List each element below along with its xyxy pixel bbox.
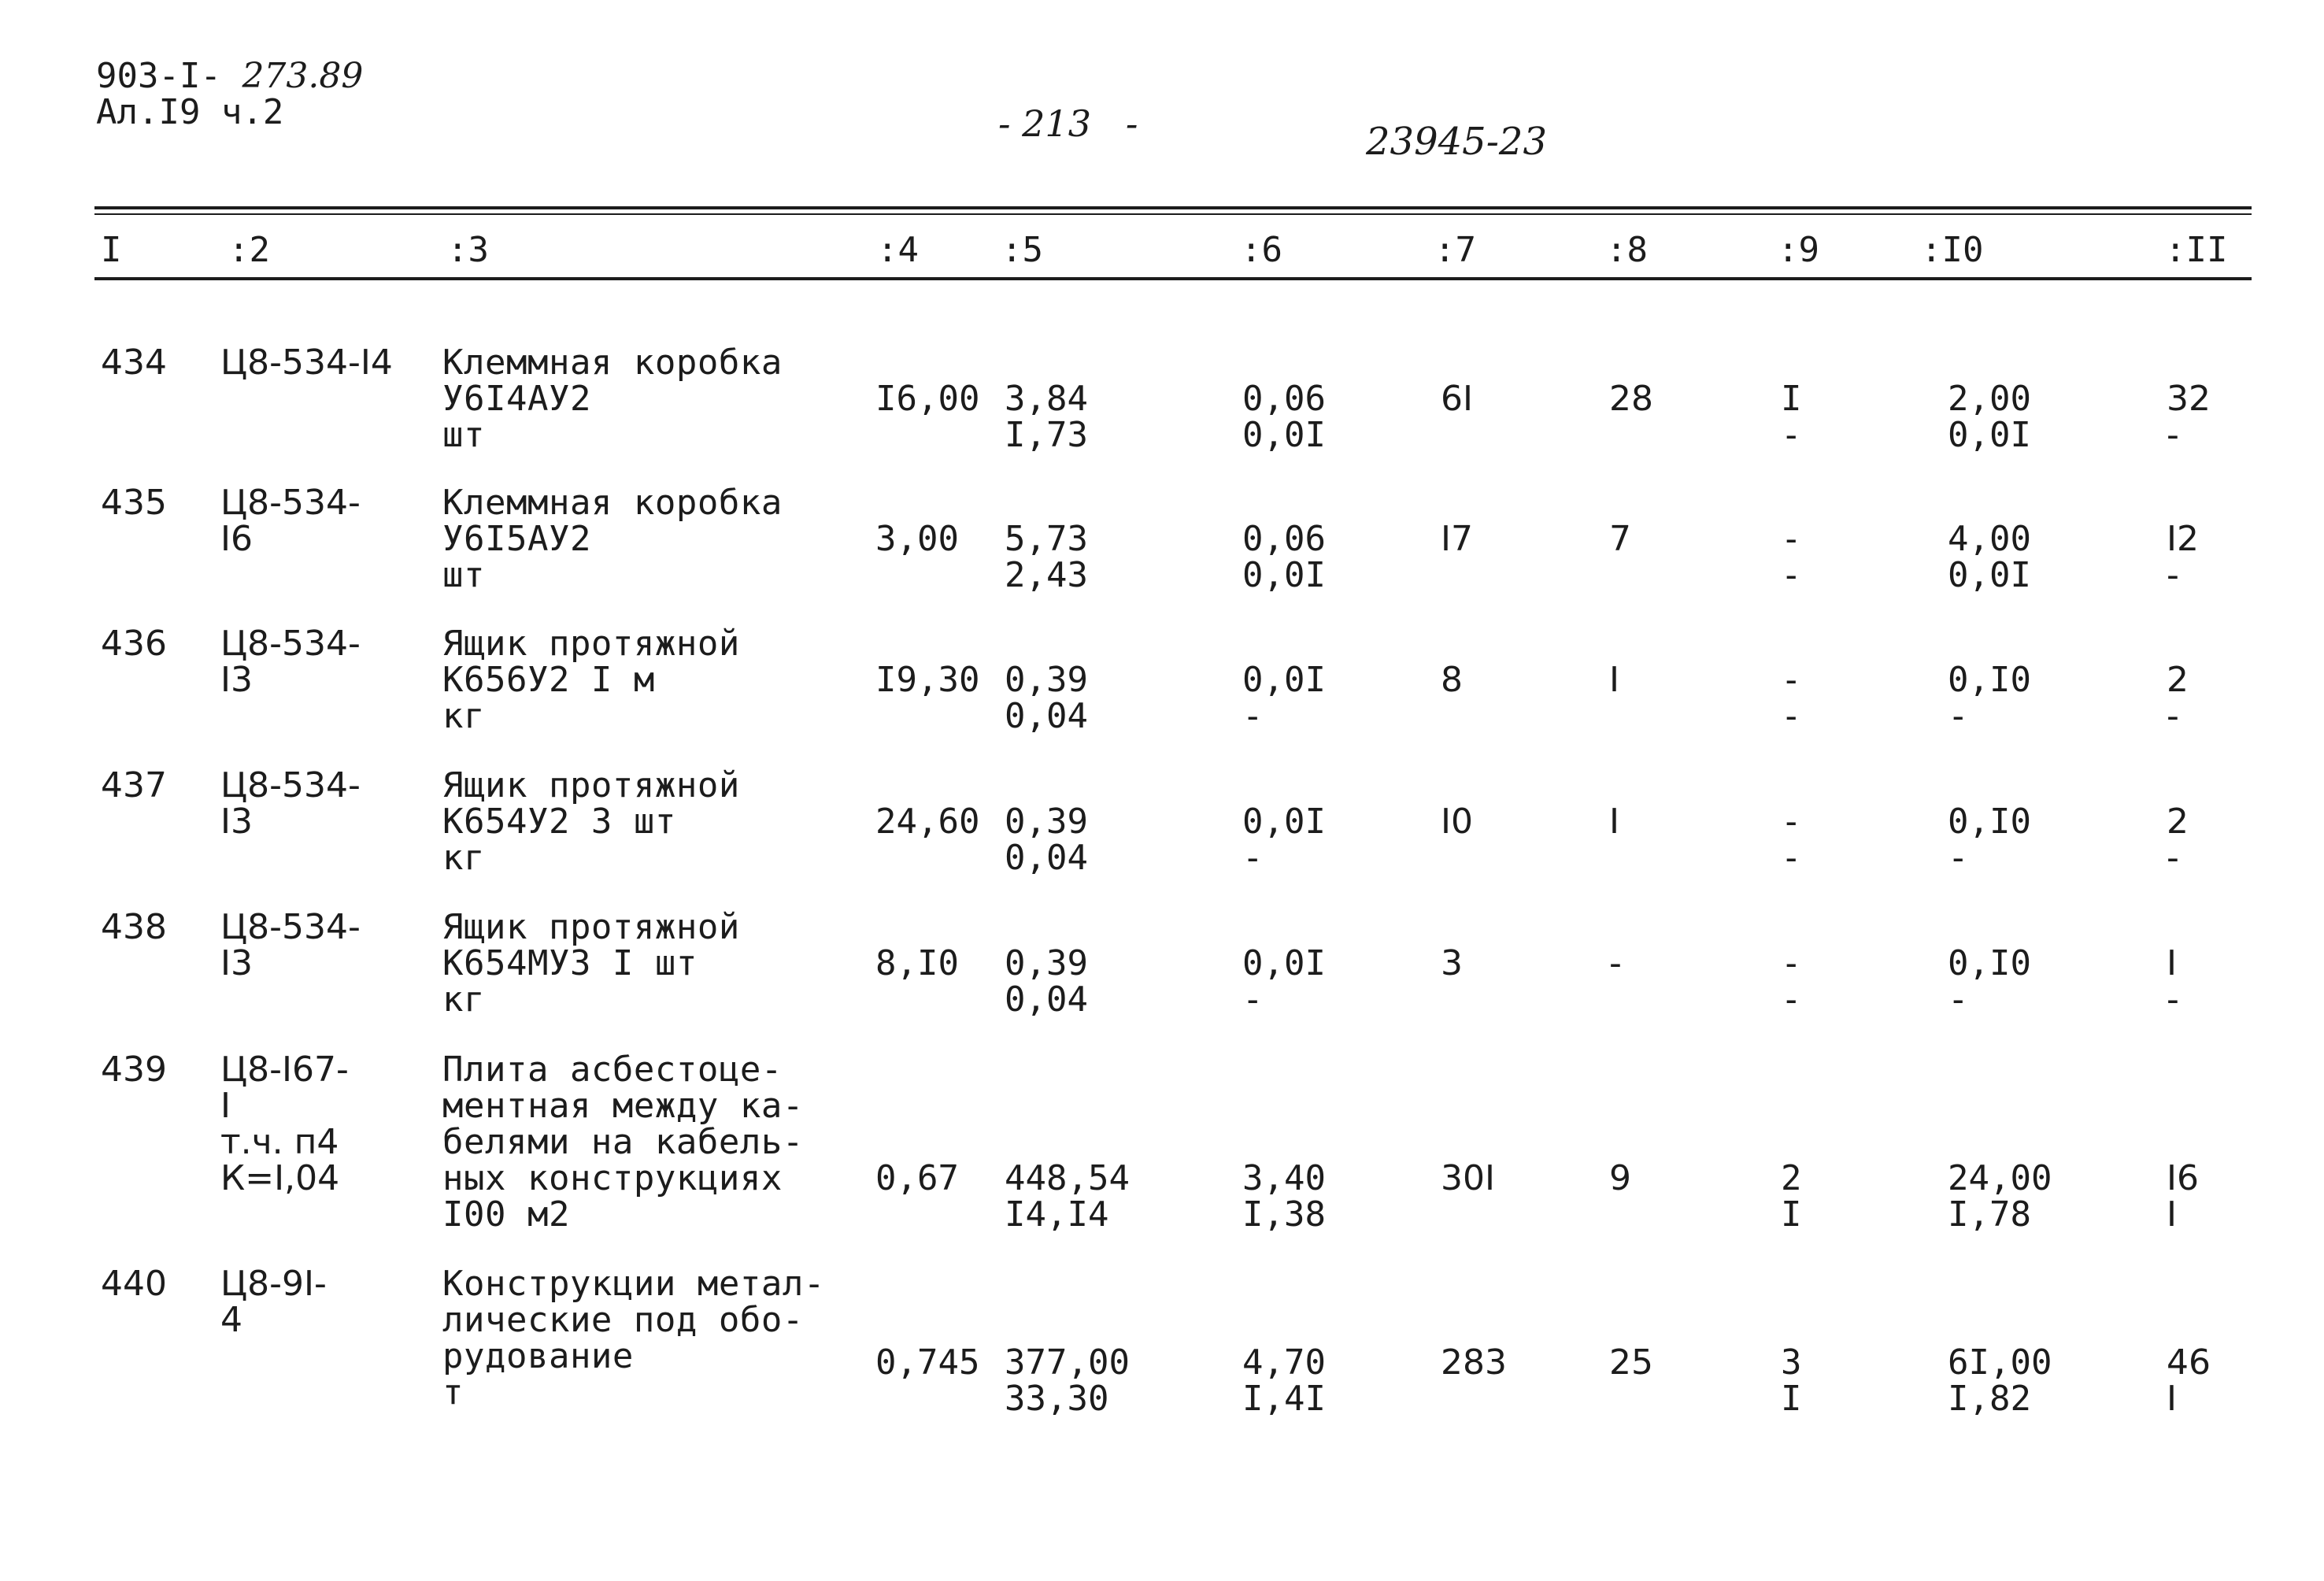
column-7-value: 283	[1441, 1342, 1507, 1383]
column-6-value: 0,0I -	[1242, 660, 1326, 736]
doc-code-handwritten: 273.89	[242, 56, 364, 96]
column-header-1: I	[101, 230, 122, 270]
item-name: Ящик протяжной К654МУ3 I шт кг	[442, 907, 740, 1020]
item-name: Ящик протяжной К656У2 I м кг	[442, 624, 740, 736]
top-rule-thin	[94, 213, 2252, 215]
column-8-value: 28	[1609, 379, 1653, 419]
column-header-8: :8	[1606, 230, 1648, 270]
column-8-value: -	[1609, 943, 1622, 983]
column-10-value: 0,I0 -	[1948, 660, 2031, 736]
column-header-2: :2	[228, 230, 270, 270]
column-6-value: 0,06 0,0I	[1242, 379, 1326, 455]
column-header-4: :4	[877, 230, 919, 270]
column-11-value: I2 -	[2167, 519, 2199, 595]
column-header-6: :6	[1241, 230, 1282, 270]
page-number: - 213 -	[998, 102, 1138, 145]
quantity: 24,60	[875, 802, 980, 842]
column-7-value: 30I	[1441, 1158, 1495, 1198]
column-10-value: 6I,00 I,82	[1948, 1342, 2052, 1419]
column-9-value: - -	[1781, 802, 1802, 878]
column-11-value: 46 I	[2167, 1342, 2211, 1419]
column-header-10: :I0	[1921, 230, 1984, 270]
item-name: Плита асбестоце- ментная между ка- белями на кабель- ных конструкциях I00 м2	[442, 1050, 804, 1235]
rate-code: Ц8-534- I6	[220, 483, 361, 559]
column-7-value: 6I	[1441, 379, 1473, 419]
column-6-value: 3,40 I,38	[1242, 1158, 1326, 1235]
column-11-value: I -	[2167, 943, 2179, 1020]
column-header-9: :9	[1778, 230, 1819, 270]
quantity: 3,00	[875, 519, 959, 559]
column-header-7: :7	[1434, 230, 1476, 270]
column-header-3: :3	[447, 230, 489, 270]
unit-cost: 3,84 I,73	[1005, 379, 1088, 455]
quantity: I6,00	[875, 379, 980, 419]
column-7-value: I7	[1441, 519, 1473, 559]
rate-code: Ц8-9I- 4	[220, 1264, 327, 1340]
column-7-value: I0	[1441, 802, 1473, 842]
inventory-number: 23945-23	[1366, 120, 1547, 164]
album-label: Ал.I9 ч.2	[96, 92, 284, 132]
row-number: 434	[101, 342, 167, 383]
column-11-value: I6 I	[2167, 1158, 2199, 1235]
column-10-value: 24,00 I,78	[1948, 1158, 2052, 1235]
rate-code: Ц8-534- I3	[220, 624, 361, 700]
column-9-value: - -	[1781, 660, 1802, 736]
column-6-value: 4,70 I,4I	[1242, 1342, 1326, 1419]
column-8-value: 9	[1609, 1158, 1631, 1198]
column-10-value: 4,00 0,0I	[1948, 519, 2031, 595]
unit-cost: 448,54 I4,I4	[1005, 1158, 1130, 1235]
doc-code-typed: 903-I-	[96, 56, 242, 96]
row-number: 435	[101, 483, 167, 523]
item-name: Конструкции метал- лические под обо- рудование т	[442, 1264, 825, 1413]
column-10-value: 0,I0 -	[1948, 802, 2031, 878]
top-rule	[94, 206, 2252, 209]
column-11-value: 2 -	[2167, 802, 2189, 878]
column-header-5: :5	[1001, 230, 1043, 270]
item-name: Клеммная коробка У6I4АУ2 шт	[442, 342, 783, 455]
column-9-value: I -	[1781, 379, 1802, 455]
document-code	[96, 58, 363, 131]
item-name: Клеммная коробка У6I5АУ2 шт	[442, 483, 783, 595]
column-7-value: 3	[1441, 943, 1463, 983]
column-6-value: 0,0I -	[1242, 943, 1326, 1020]
column-10-value: 2,00 0,0I	[1948, 379, 2031, 455]
rate-code: Ц8-534- I3	[220, 765, 361, 842]
quantity: 0,745	[875, 1342, 980, 1383]
column-11-value: 32 -	[2167, 379, 2211, 455]
unit-cost: 0,39 0,04	[1005, 660, 1088, 736]
quantity: 0,67	[875, 1158, 959, 1198]
item-name: Ящик протяжной К654У2 3 шт кг	[442, 765, 740, 878]
column-9-value: 2 I	[1781, 1158, 1802, 1235]
unit-cost: 5,73 2,43	[1005, 519, 1088, 595]
column-header-11: :II	[2165, 230, 2228, 270]
column-8-value: I	[1609, 660, 1619, 700]
column-10-value: 0,I0 -	[1948, 943, 2031, 1020]
unit-cost: 0,39 0,04	[1005, 943, 1088, 1020]
row-number: 436	[101, 624, 167, 664]
rate-code: Ц8-534-I4	[220, 342, 393, 383]
column-8-value: 25	[1609, 1342, 1653, 1383]
column-9-value: - -	[1781, 519, 1802, 595]
rate-code: Ц8-I67- I т.ч. п4 К=I,04	[220, 1050, 349, 1198]
column-11-value: 2 -	[2167, 660, 2189, 736]
rate-code: Ц8-534- I3	[220, 907, 361, 983]
row-number: 438	[101, 907, 167, 947]
column-8-value: I	[1609, 802, 1619, 842]
column-9-value: - -	[1781, 943, 1802, 1020]
unit-cost: 0,39 0,04	[1005, 802, 1088, 878]
column-6-value: 0,0I -	[1242, 802, 1326, 878]
column-9-value: 3 I	[1781, 1342, 1802, 1419]
column-8-value: 7	[1609, 519, 1631, 559]
row-number: 437	[101, 765, 167, 805]
header-rule	[94, 277, 2252, 280]
quantity: 8,I0	[875, 943, 959, 983]
quantity: I9,30	[875, 660, 980, 700]
unit-cost: 377,00 33,30	[1005, 1342, 1130, 1419]
column-7-value: 8	[1441, 660, 1463, 700]
row-number: 440	[101, 1264, 167, 1304]
column-6-value: 0,06 0,0I	[1242, 519, 1326, 595]
row-number: 439	[101, 1050, 167, 1090]
